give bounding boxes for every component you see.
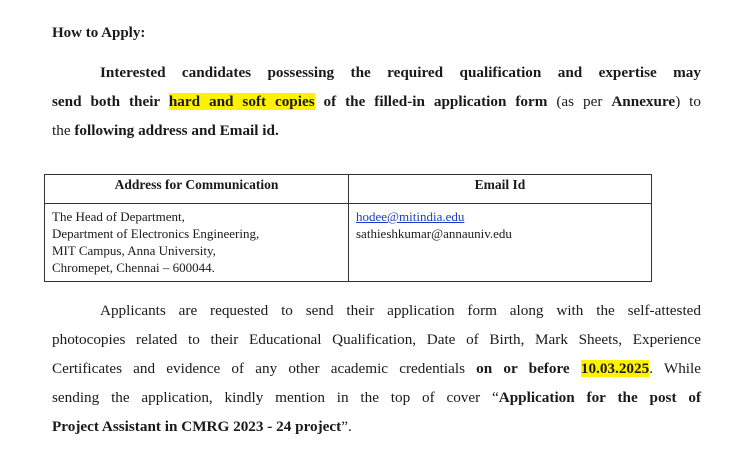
email-link-hodee[interactable]: hodee@mitindia.edu: [356, 209, 465, 224]
contact-table: [44, 174, 652, 282]
instr-line-5: Project Assistant in CMRG 2023 - 24 project”.: [52, 418, 352, 435]
address-line: The Head of Department,: [52, 209, 185, 224]
highlight-deadline-date: 10.03.2025: [580, 360, 650, 377]
highlight-hard-soft-copies: hard and soft copies: [168, 93, 315, 110]
address-line: MIT Campus, Anna University,: [52, 243, 216, 258]
header-email: Email Id: [349, 175, 652, 204]
address-cell: [45, 204, 349, 282]
email-cell: [349, 204, 652, 282]
address-line: Chromepet, Chennai – 600044.: [52, 260, 215, 275]
intro-paragraph: [52, 58, 701, 145]
email-text-sathieshkumar: sathieshkumar@annauniv.edu: [356, 226, 512, 241]
table-header-row: [45, 175, 652, 204]
instr-line-4: sending the application, kindly mention in the top of cover “Application for the post of: [52, 389, 701, 406]
header-address: Address for Communication: [45, 175, 349, 204]
instructions-paragraph: [52, 296, 701, 441]
instr-line-2: photocopies related to their Educational Qualification, Date of Birth, Mark Sheets, Experience: [52, 331, 701, 348]
section-heading: How to Apply:: [52, 25, 146, 41]
instr-line-1: Applicants are requested to send their application form along with the self-attested: [100, 302, 701, 319]
table-row: [45, 204, 652, 282]
intro-line-1: Interested candidates possessing the required qualification and expertise may: [100, 64, 701, 81]
intro-line-2: send both their hard and soft copies of the filled-in application form (as per Annexure) to: [52, 93, 701, 110]
intro-line-3: the following address and Email id.: [52, 122, 279, 139]
instr-line-3: Certificates and evidence of any other academic credentials on or before 10.03.2025. While: [52, 360, 701, 377]
address-line: Department of Electronics Engineering,: [52, 226, 260, 241]
